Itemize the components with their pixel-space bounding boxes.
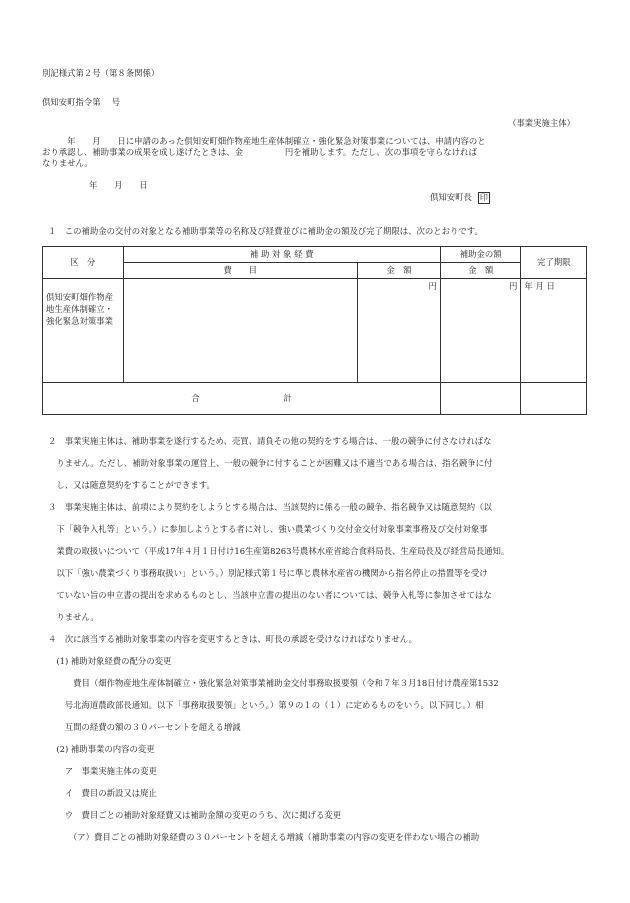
paragraph-line: ていない旨の申立書の提出を求めるものとし、当該申立書の提出のない者については、競争入札等に参加させてはな	[48, 590, 492, 600]
header-expense-group: 補 助 対 象 経 費	[123, 247, 440, 263]
paragraph-line: 下「競争入札等」という。）に参加しようとする者に対し、強い農業づくり交付金交付対象事業事務及び交付対象事	[48, 524, 488, 534]
paragraph-line: ４ 次に該当する補助対象事業の内容を変更するときは、町長の承認を受けなければなりません。	[48, 634, 418, 644]
paragraph-line: ３ 事業実施主体は、前項により契約をしようとする場合は、当該契約に係る一般の競争、指名競争又は随意契約（以	[48, 502, 492, 512]
total-label: 合 計	[43, 383, 441, 415]
header-deadline: 完了期限	[521, 247, 587, 279]
item-1: １ この補助金の交付の対象となる補助事業等の名称及び経費並びに補助金の額及び完了期限は、次のとおりです。	[48, 226, 483, 236]
header-subsidy-group: 補助金の額	[440, 247, 521, 263]
document-number: 倶知安町指令第 号	[42, 97, 121, 107]
paragraph-line: イ 費目の新設又は廃止	[48, 788, 157, 798]
paragraph-line: (1) 補助対象経費の配分の変更	[48, 656, 172, 666]
recipient-label: （事業実施主体）	[508, 118, 575, 128]
paragraph-line: ２ 事業実施主体は、補助事業を遂行するため、売買、請負その他の契約をする場合は、一般の競争に付さなければな	[48, 436, 492, 446]
paragraph-line: りません。	[48, 612, 99, 622]
body-line-2: おり承認し、補助事業の成果を成し遂げたときは、金 円を補助します。ただし、次の事項を守らなければ	[42, 147, 477, 157]
header-item: 費 目	[123, 263, 358, 279]
paragraph-line: ア 事業実施主体の変更	[48, 766, 157, 776]
total-subsidy-cell	[440, 383, 521, 415]
seal-stamp: 印	[479, 193, 488, 202]
amount-cell: 円	[358, 279, 441, 383]
form-title: 別記様式第２号（第８条関係）	[42, 68, 160, 78]
paragraph-line: （ア）費目ごとの補助対象経費の３０パーセントを超える増減（補助事業の内容の変更を伴わない場合の補助	[48, 832, 480, 842]
body-line-1: 年 月 日に申請のあった倶知安町畑作物産地生産体制確立・強化緊急対策事業については、申請内容のと	[42, 136, 486, 146]
header-category: 区 分	[43, 247, 124, 279]
body-line-3: なりません。	[42, 158, 93, 168]
paragraph-line: 業費の取扱いについて（平成17年４月１日付け16生産第8263号農林水産省総合食料局長、生産局長及び経営局長通知。	[48, 546, 510, 556]
paragraph-line: 費目（畑作物産地生産体制確立・強化緊急対策事業補助金交付事務取扱要領（令和７年３月18日付け農産第1532	[48, 678, 499, 688]
paragraph-line: ウ 費目ごとの補助対象経費又は補助金額の変更のうち、次に掲げる変更	[48, 810, 342, 820]
grant-table	[42, 246, 587, 415]
total-deadline-cell	[521, 383, 587, 415]
header-subsidy-amount: 金 額	[440, 263, 521, 279]
paragraph-line: 互間の経費の額の３０パーセントを超える増減	[48, 722, 241, 732]
subsidy-amount-cell: 円	[440, 279, 521, 383]
issue-date: 年 月 日	[89, 180, 148, 190]
category-cell: 倶知安町畑作物産地生産体制確立・強化緊急対策事業	[43, 279, 124, 383]
item-cell	[123, 279, 358, 383]
paragraph-line: し、又は随意契約をすることができます。	[48, 480, 215, 490]
deadline-cell: 年 月 日	[521, 279, 587, 383]
paragraph-line: (2) 補助事業の内容の変更	[48, 744, 155, 754]
issuer-line	[430, 192, 490, 204]
issuer-name: 倶知安町長	[430, 192, 472, 202]
paragraph-line: りません。ただし、補助対象事業の運営上、一般の競争に付することが困難又は不適当である場合は、指名競争に付	[48, 458, 493, 468]
paragraph-line: 号北海道農政部長通知。以下「事務取扱要領」という。）第９の１の（１）に定めるものをいう。以下同じ。）相	[48, 700, 484, 710]
header-amount: 金 額	[358, 263, 441, 279]
paragraph-line: 以下「強い農業づくり事務取扱い」という。）別記様式第１号に準じ農林水産省の機関から指名停止の措置等を受け	[48, 568, 488, 578]
